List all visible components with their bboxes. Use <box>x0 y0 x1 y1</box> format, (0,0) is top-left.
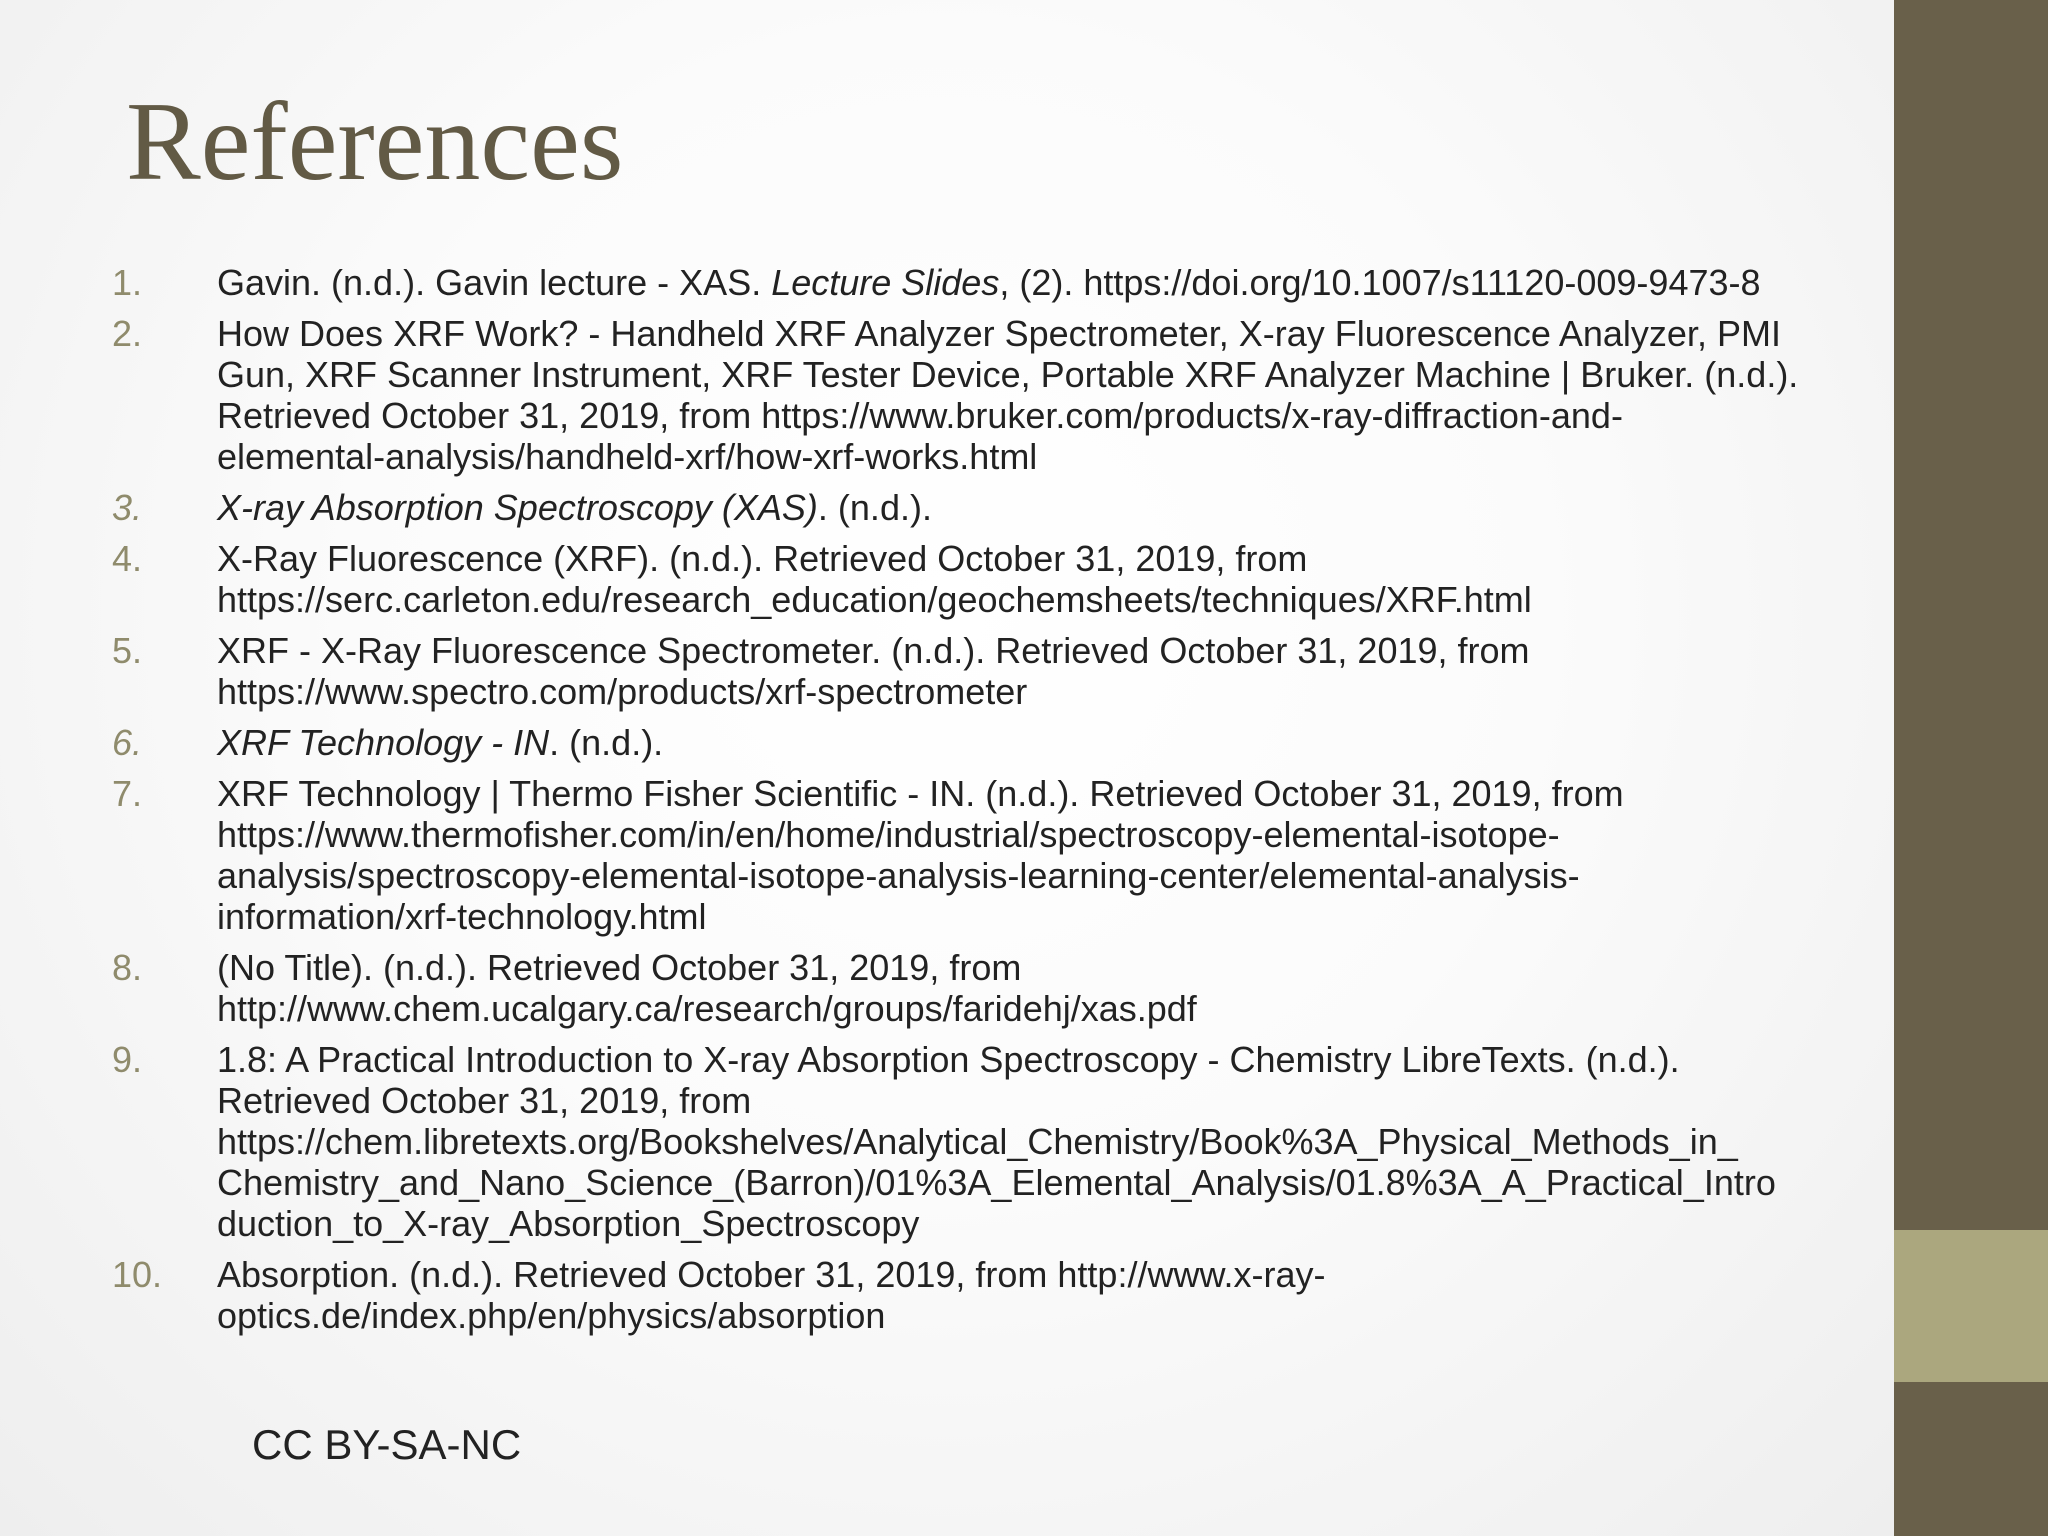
reference-text <box>217 1039 1894 1244</box>
reference-number: 5. <box>112 630 143 671</box>
reference-line <box>217 814 1894 855</box>
reference-item <box>112 630 1894 712</box>
reference-segment: . (n.d.). <box>549 722 664 763</box>
reference-segment: optics.de/index.php/en/physics/absorption <box>217 1295 886 1336</box>
reference-item <box>112 538 1894 620</box>
reference-segment: How Does XRF Work? - Handheld XRF Analyzer Spectrometer, X-ray Fluorescence Analyzer, PMI <box>217 313 1781 354</box>
reference-number: 10. <box>112 1254 163 1295</box>
reference-item <box>112 1039 1894 1244</box>
reference-line <box>217 1295 1894 1336</box>
reference-line <box>217 262 1894 303</box>
decorative-side-bar-accent <box>1894 1230 2048 1382</box>
reference-number: 2. <box>112 313 143 354</box>
reference-line <box>217 722 1894 763</box>
reference-text <box>217 1254 1894 1336</box>
reference-line <box>217 630 1894 671</box>
reference-line <box>217 671 1894 712</box>
reference-line <box>217 947 1894 988</box>
reference-segment: Gun, XRF Scanner Instrument, XRF Tester Device, Portable XRF Analyzer Machine | Bruker. (n.d.). <box>217 354 1799 395</box>
reference-segment: Gavin. (n.d.). Gavin lecture - XAS. <box>217 262 772 303</box>
reference-italic-title: XRF Technology - IN <box>217 722 550 763</box>
reference-item <box>112 773 1894 937</box>
reference-line <box>217 1254 1894 1295</box>
reference-item <box>112 947 1894 1029</box>
reference-segment: X-Ray Fluorescence (XRF). (n.d.). Retrieved October 31, 2019, from <box>217 538 1308 579</box>
reference-line <box>217 1203 1894 1244</box>
reference-item <box>112 1254 1894 1336</box>
reference-segment: https://www.thermofisher.com/in/en/home/industrial/spectroscopy-elemental-isotope- <box>217 814 1560 855</box>
reference-number: 3. <box>112 487 143 528</box>
reference-segment: Absorption. (n.d.). Retrieved October 31, 2019, from http://www.x-ray- <box>217 1254 1326 1295</box>
reference-segment: https://serc.carleton.edu/research_education/geochemsheets/techniques/XRF.html <box>217 579 1532 620</box>
reference-segment: https://chem.libretexts.org/Bookshelves/Analytical_Chemistry/Book%3A_Physical_Methods_in_ <box>217 1121 1738 1162</box>
reference-line <box>217 538 1894 579</box>
reference-number: 8. <box>112 947 143 988</box>
reference-text <box>217 262 1894 303</box>
reference-line <box>217 988 1894 1029</box>
slide-title: References <box>126 80 624 204</box>
reference-line <box>217 855 1894 896</box>
reference-line <box>217 579 1894 620</box>
reference-line <box>217 354 1894 395</box>
reference-number: 9. <box>112 1039 143 1080</box>
reference-segment: 1.8: A Practical Introduction to X-ray Absorption Spectroscopy - Chemistry LibreTexts. (n.d.). <box>217 1039 1680 1080</box>
reference-line <box>217 313 1894 354</box>
reference-item <box>112 313 1894 477</box>
reference-line <box>217 896 1894 937</box>
reference-segment: XRF Technology | Thermo Fisher Scientific - IN. (n.d.). Retrieved October 31, 2019, from <box>217 773 1624 814</box>
reference-list <box>112 262 1894 1346</box>
reference-text <box>217 630 1894 712</box>
reference-italic-title: Lecture Slides <box>771 262 1000 303</box>
reference-number: 6. <box>112 722 143 763</box>
reference-text <box>217 773 1894 937</box>
reference-segment: . (n.d.). <box>817 487 932 528</box>
reference-segment: https://www.spectro.com/products/xrf-spectrometer <box>217 671 1028 712</box>
reference-segment: elemental-analysis/handheld-xrf/how-xrf-works.html <box>217 436 1038 477</box>
reference-line <box>217 1039 1894 1080</box>
reference-line <box>217 1162 1894 1203</box>
reference-segment: information/xrf-technology.html <box>217 896 707 937</box>
reference-italic-title: X-ray Absorption Spectroscopy (XAS) <box>217 487 818 528</box>
reference-number: 1. <box>112 262 143 303</box>
reference-line <box>217 436 1894 477</box>
reference-text <box>217 947 1894 1029</box>
reference-segment: http://www.chem.ucalgary.ca/research/groups/faridehj/xas.pdf <box>217 988 1197 1029</box>
reference-segment: analysis/spectroscopy-elemental-isotope-analysis-learning-center/elemental-analysis- <box>217 855 1580 896</box>
reference-number: 7. <box>112 773 143 814</box>
reference-item <box>112 262 1894 303</box>
reference-segment: , (2). https://doi.org/10.1007/s11120-009-9473-8 <box>999 262 1761 303</box>
reference-segment: XRF - X-Ray Fluorescence Spectrometer. (n.d.). Retrieved October 31, 2019, from <box>217 630 1530 671</box>
reference-line <box>217 1121 1894 1162</box>
reference-text <box>217 722 1894 763</box>
reference-segment: (No Title). (n.d.). Retrieved October 31, 2019, from <box>217 947 1022 988</box>
reference-item <box>112 487 1894 528</box>
reference-line <box>217 395 1894 436</box>
reference-line <box>217 773 1894 814</box>
reference-segment: duction_to_X-ray_Absorption_Spectroscopy <box>217 1203 920 1244</box>
reference-line <box>217 487 1894 528</box>
reference-segment: Retrieved October 31, 2019, from https://www.bruker.com/products/x-ray-diffraction-and- <box>217 395 1623 436</box>
reference-item <box>112 722 1894 763</box>
reference-line <box>217 1080 1894 1121</box>
reference-text <box>217 313 1894 477</box>
reference-segment: Retrieved October 31, 2019, from <box>217 1080 752 1121</box>
license-label: CC BY-SA-NC <box>252 1421 522 1468</box>
reference-segment: Chemistry_and_Nano_Science_(Barron)/01%3A_Elemental_Analysis/01.8%3A_A_Practical_Intro <box>217 1162 1776 1203</box>
reference-text <box>217 487 1894 528</box>
reference-number: 4. <box>112 538 143 579</box>
reference-text <box>217 538 1894 620</box>
